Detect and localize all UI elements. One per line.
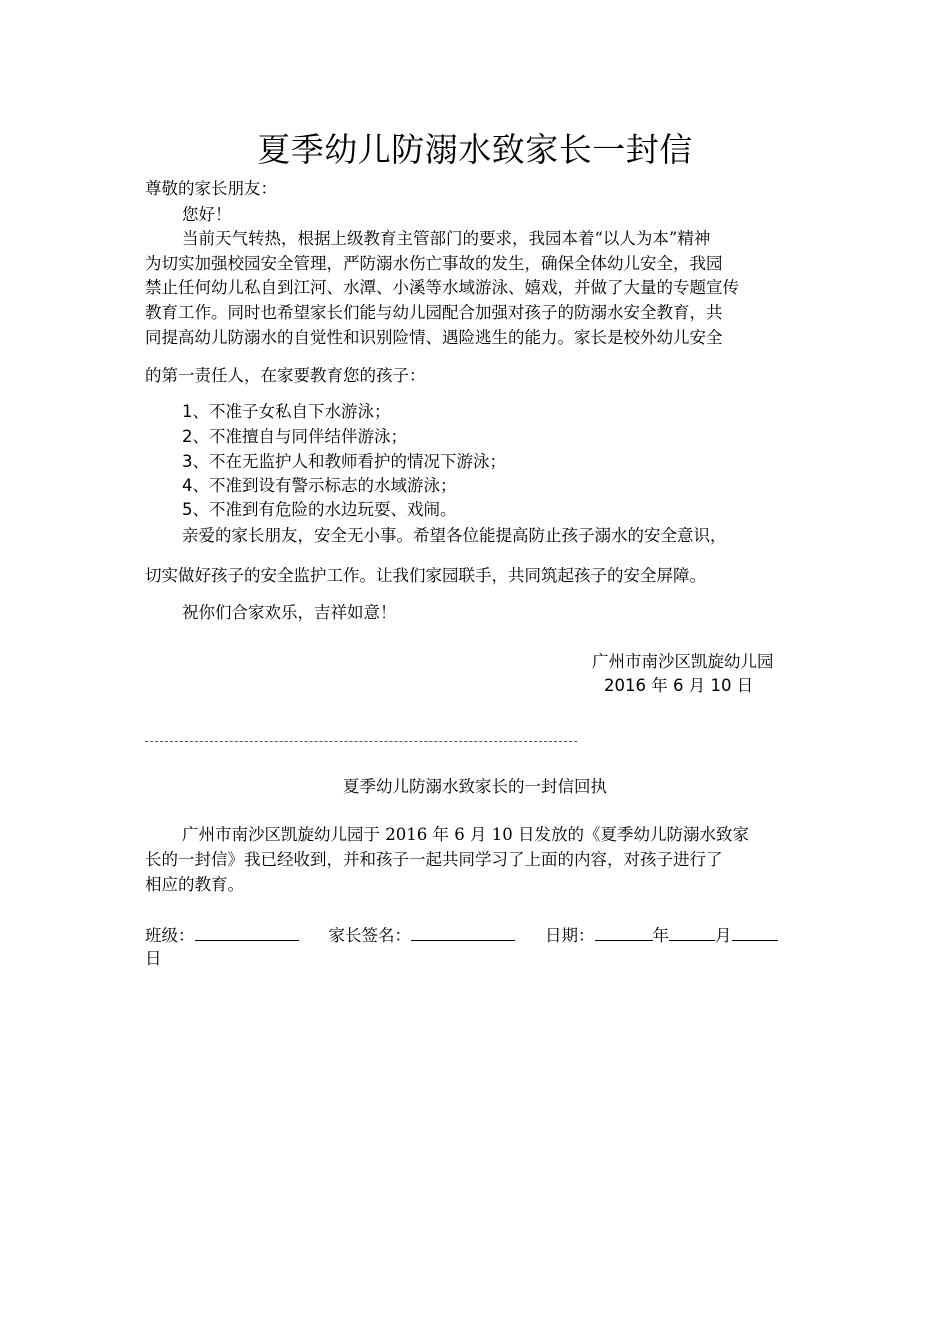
receipt-fields-row: [145, 922, 810, 949]
intro-line: 同提高幼儿防溺水的自觉性和识别险情、遇险逃生的能力。家长是校外幼儿安全: [145, 328, 723, 347]
closing-line: 亲爱的家长朋友，安全无小事。希望各位能提高防止孩子溺水的安全意识，: [182, 526, 727, 545]
intro-tail: 的第一责任人，在家要教育您的孩子：: [145, 366, 426, 385]
rule-item: 3、不在无监护人和教师看护的情况下游泳；: [182, 452, 506, 471]
receipt-line: 相应的教育。: [145, 875, 244, 894]
parent-signature-label: 家长签名：: [328, 926, 411, 945]
month-field[interactable]: [669, 922, 715, 941]
intro-line: 当前天气转热，根据上级教育主管部门的要求，我园本着“以人为本”精神: [182, 229, 711, 248]
parent-signature-field[interactable]: [411, 922, 515, 941]
receipt-title: 夏季幼儿防溺水致家长的一封信回执: [343, 777, 607, 796]
receipt-line: 长的一封信》我已经收到，并和孩子一起共同学习了上面的内容，对孩子进行了: [145, 850, 723, 869]
closing-line: 切实做好孩子的安全监护工作。让我们家园联手，共同筑起孩子的安全屏障。: [145, 566, 706, 585]
letter-title: 夏季幼儿防溺水致家长一封信: [257, 130, 693, 169]
greeting: 您好！: [182, 205, 232, 224]
rule-item: 2、不准擅自与同伴结伴游泳；: [182, 427, 407, 446]
day-label: 日: [145, 949, 162, 968]
date-label: 日期：: [545, 926, 595, 945]
intro-line: 教育工作。同时也希望家长们能与幼儿园配合加强对孩子的防溺水安全教育，共: [145, 303, 723, 322]
day-field[interactable]: [732, 922, 778, 941]
class-field[interactable]: [195, 922, 299, 941]
class-label: 班级：: [145, 926, 195, 945]
signature-org: 广州市南沙区凯旋幼儿园: [592, 652, 774, 671]
rule-item: 5、不准到有危险的水边玩耍、戏闹。: [182, 500, 457, 519]
year-label: 年: [652, 926, 669, 945]
intro-line: 禁止任何幼儿私自到江河、水潭、小溪等水域游泳、嬉戏，并做了大量的专题宣传: [145, 278, 739, 297]
salutation: 尊敬的家长朋友：: [145, 179, 277, 198]
rule-item: 1、不准子女私自下水游泳；: [182, 402, 391, 421]
rule-item: 4、不准到设有警示标志的水域游泳；: [182, 476, 457, 495]
month-label: 月: [715, 926, 732, 945]
intro-line: 为切实加强校园安全管理，严防溺水伤亡事故的发生，确保全体幼儿安全，我园: [145, 254, 723, 273]
signature-date: 2016 年 6 月 10 日: [604, 676, 754, 695]
wish-line: 祝你们合家欢乐，吉祥如意！: [182, 603, 397, 622]
receipt-line: 广州市南沙区凯旋幼儿园于 2016 年 6 月 10 日发放的《夏季幼儿防溺水致家: [182, 825, 749, 844]
year-field[interactable]: [595, 922, 653, 941]
cut-line-divider: [145, 741, 577, 742]
